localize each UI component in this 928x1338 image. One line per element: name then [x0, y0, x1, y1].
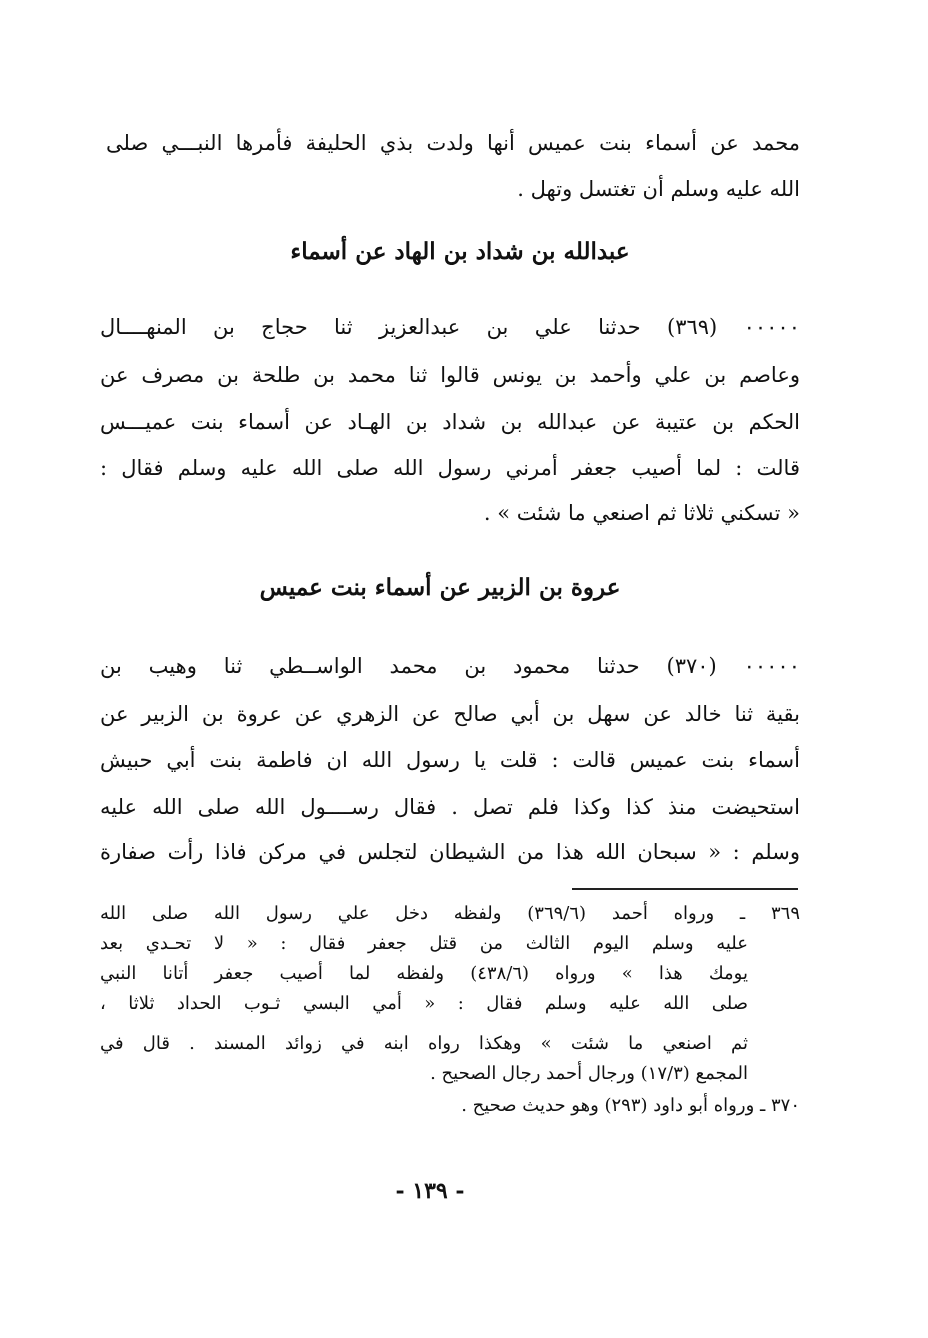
body-line: « تسكني ثلاثا ثم اصنعي ما شئت » . — [483, 501, 800, 525]
body-line: أسماء بنت عميس قالت : قلت يا رسول الله ان فاطمة بنت أبي حبيش — [100, 748, 800, 772]
body-line: وسلم : « سبحان الله هذا من الشيطان لتجلس في مركن فاذا رأت صفارة — [100, 840, 800, 864]
footnote-line: عليه وسلم اليوم الثالث من قتل جعفر فقال : « لا تحـدي بعد — [100, 933, 748, 954]
footnote-line: ٣٦٩ ـ ورواه أحمد (٣٦٩/٦) ولفظه دخل علي رسول الله صلى الله — [100, 903, 800, 924]
body-line: محمد عن أسماء بنت عميس أنها ولدت بذي الحليفة فأمرها النبـــي صلى — [106, 131, 800, 155]
footnote-line: صلى الله عليه وسلم فقال : « أمي البسي ثـوب الحداد ثلاثا ، — [100, 993, 748, 1014]
page-number: - ١٣٩ - — [395, 1178, 465, 1204]
body-line: ٠٠٠٠٠ (٣٧٠) حدثنا محمود بن محمد الواســطي ثنا وهيب بن — [100, 654, 800, 678]
footnote-line: ٣٧٠ ـ ورواه أبو داود (٢٩٣) وهو حديث صحيح . — [461, 1095, 800, 1116]
body-line: استحيضت منذ كذا وكذا فلم تصل . فقال رســــول الله صلى الله عليه — [100, 795, 800, 819]
section-heading: عروة بن الزبير عن أسماء بنت عميس — [259, 574, 621, 601]
footnote-line: يومك هذا » ورواه (٤٣٨/٦) ولفظه لما أصيب جعفر أتانا النبي — [100, 963, 748, 984]
section-heading: عبدالله بن شداد بن الهاد عن أسماء — [290, 238, 630, 265]
footnote-line: ثم اصنعي ما شئت » وهكذا رواه ابنه في زوائد المسند . قال في — [100, 1033, 748, 1054]
body-line: وعاصم بن علي وأحمد بن يونس قالوا ثنا محمد بن طلحة بن مصرف عن — [100, 363, 800, 387]
body-line: قالت : لما أصيب جعفر أمرني رسول الله صلى الله عليه وسلم فقال : — [100, 456, 800, 480]
body-line: الله عليه وسلم أن تغتسل وتهل . — [517, 177, 800, 201]
footnote-separator — [572, 888, 798, 890]
body-line: ٠٠٠٠٠ (٣٦٩) حدثنا علي بن عبدالعزيز ثنا حجاج بن المنهــــال — [100, 315, 800, 339]
body-line: الحكم بن عتيبة عن عبدالله بن شداد بن الهـاد عن أسماء بنت عميـــس — [100, 410, 800, 434]
body-line: بقية ثنا خالد عن سهل بن أبي صالح عن الزهري عن عروة بن الزبير عن — [100, 702, 800, 726]
footnote-line: المجمع (١٧/٣) ورجال أحمد رجال الصحيح . — [430, 1063, 748, 1084]
